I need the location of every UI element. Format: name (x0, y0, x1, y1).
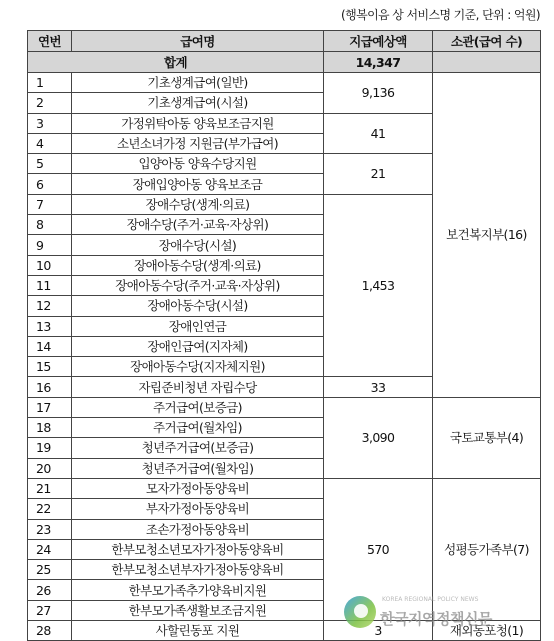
row-number: 22 (28, 499, 72, 519)
row-number: 7 (28, 194, 72, 214)
total-label: 합계 (28, 52, 324, 73)
budget-value: 41 (324, 113, 433, 154)
benefit-name: 장애아동수당(주거·교육·자상위) (72, 275, 324, 295)
row-number: 16 (28, 377, 72, 397)
benefit-name: 소년소녀가정 지원금(부가급여) (72, 133, 324, 153)
row-number: 3 (28, 113, 72, 133)
benefit-name: 장애아동수당(시설) (72, 296, 324, 316)
benefit-name: 자립준비청년 자립수당 (72, 377, 324, 397)
row-number: 6 (28, 174, 72, 194)
table-row (28, 397, 541, 417)
benefit-name: 한부모청소년부자가정아동양육비 (72, 560, 324, 580)
benefit-name: 청년주거급여(월차임) (72, 458, 324, 478)
row-number: 10 (28, 255, 72, 275)
watermark-text: 한국지역정책신문 (380, 610, 492, 628)
header-dept: 소관(급여 수) (433, 31, 541, 52)
ministry-name: 재외동포청(1) (433, 621, 541, 641)
benefit-name: 장애수당(시설) (72, 235, 324, 255)
table-row (28, 478, 541, 498)
benefit-name: 장애아동수당(지자체지원) (72, 357, 324, 377)
row-number: 13 (28, 316, 72, 336)
benefit-name: 부자가정아동양육비 (72, 499, 324, 519)
ministry-name: 보건복지부(16) (433, 73, 541, 398)
benefit-name: 한부모가족생활보조금지원 (72, 600, 324, 620)
benefit-name: 장애인연금 (72, 316, 324, 336)
benefit-name: 장애인급여(지자체) (72, 336, 324, 356)
budget-value: 3,090 (324, 397, 433, 478)
row-number: 2 (28, 93, 72, 113)
benefit-name: 입양아동 양육수당지원 (72, 154, 324, 174)
benefit-name: 장애수당(생계·의료) (72, 194, 324, 214)
benefit-name: 주거급여(보증금) (72, 397, 324, 417)
header-name: 급여명 (72, 31, 324, 52)
row-number: 26 (28, 580, 72, 600)
row-number: 19 (28, 438, 72, 458)
benefit-name: 장애아동수당(생계·의료) (72, 255, 324, 275)
watermark-subtitle: KOREA REGIONAL POLICY NEWS (382, 596, 479, 603)
benefit-name: 기초생계급여(시설) (72, 93, 324, 113)
row-number: 8 (28, 215, 72, 235)
benefit-name: 사할린동포 지원 (72, 621, 324, 641)
benefit-name: 한부모청소년모자가정아동양육비 (72, 539, 324, 559)
row-number: 15 (28, 357, 72, 377)
row-number: 25 (28, 560, 72, 580)
total-row (28, 52, 541, 73)
benefit-name: 청년주거급여(보증금) (72, 438, 324, 458)
newspaper-logo-icon (344, 596, 376, 628)
row-number: 11 (28, 275, 72, 295)
row-number: 23 (28, 519, 72, 539)
row-number: 4 (28, 133, 72, 153)
benefit-name: 모자가정아동양육비 (72, 478, 324, 498)
budget-value: 9,136 (324, 73, 433, 114)
budget-value: 1,453 (324, 194, 433, 377)
row-number: 24 (28, 539, 72, 559)
header-no: 연번 (28, 31, 72, 52)
row-number: 28 (28, 621, 72, 641)
header-row (28, 31, 541, 52)
benefit-name: 기초생계급여(일반) (72, 73, 324, 93)
header-budget: 지급예상액 (324, 31, 433, 52)
benefit-name: 주거급여(월차임) (72, 418, 324, 438)
benefit-name: 장애입양아동 양육보조금 (72, 174, 324, 194)
row-number: 14 (28, 336, 72, 356)
total-value: 14,347 (324, 52, 433, 73)
row-number: 21 (28, 478, 72, 498)
row-number: 12 (28, 296, 72, 316)
row-number: 18 (28, 418, 72, 438)
budget-value: 570 (324, 478, 433, 620)
benefit-name: 장애수당(주거·교육·자상위) (72, 215, 324, 235)
row-number: 20 (28, 458, 72, 478)
row-number: 5 (28, 154, 72, 174)
total-dept-empty (433, 52, 541, 73)
watermark (340, 594, 545, 636)
benefit-name: 조손가정아동양육비 (72, 519, 324, 539)
unit-note: (행복이음 상 서비스명 기준, 단위 : 억원) (341, 8, 540, 22)
benefit-name: 가정위탁아동 양육보조금지원 (72, 113, 324, 133)
row-number: 1 (28, 73, 72, 93)
ministry-name: 성평등가족부(7) (433, 478, 541, 620)
row-number: 17 (28, 397, 72, 417)
ministry-name: 국토교통부(4) (433, 397, 541, 478)
table-row (28, 73, 541, 93)
budget-value: 3 (324, 621, 433, 641)
budget-value: 33 (324, 377, 433, 397)
benefit-name: 한부모가족추가양육비지원 (72, 580, 324, 600)
benefit-table (27, 30, 541, 641)
budget-value: 21 (324, 154, 433, 195)
row-number: 27 (28, 600, 72, 620)
row-number: 9 (28, 235, 72, 255)
